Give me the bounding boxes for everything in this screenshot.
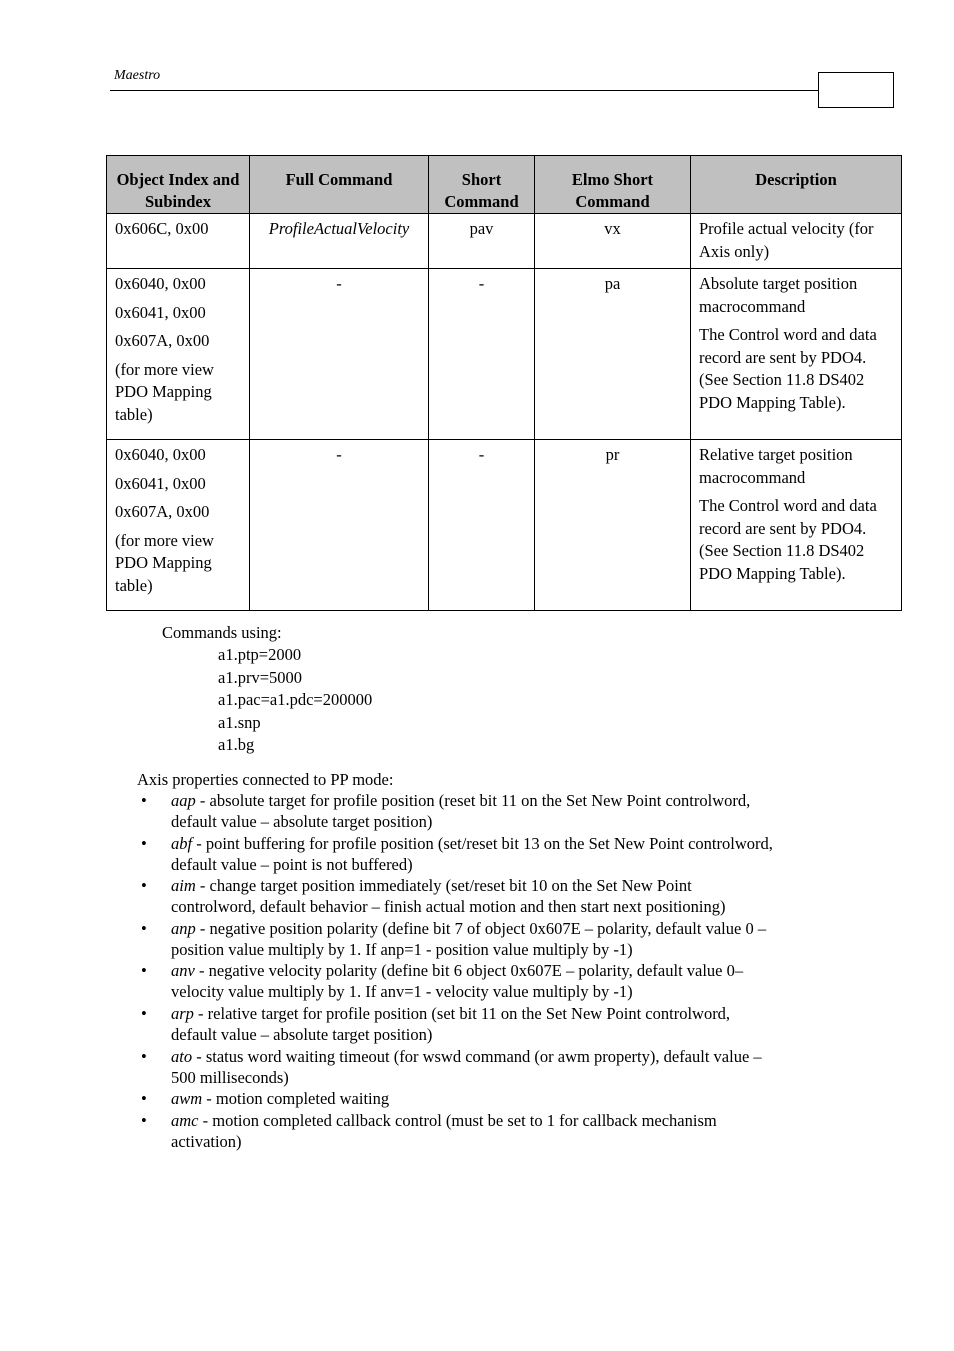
index-line: 0x6040, 0x00	[115, 274, 206, 293]
description-line: Profile actual velocity (for Axis only)	[699, 219, 874, 261]
usage-intro: Commands using:	[162, 623, 282, 642]
cell-index	[107, 440, 250, 611]
property-text: - absolute target for profile position (reset bit 11 on the Set New Point controlword, default value – absolute target position)	[171, 791, 751, 831]
table-row	[107, 440, 902, 611]
property-text: - status word waiting timeout (for wswd command (or awm property), default value – 500 milliseconds)	[171, 1046, 762, 1087]
description-line: The Control word and data record are sent by PDO4. (See Section 11.8 DS402 PDO Mapping Table).	[699, 325, 877, 412]
index-note: (for more view PDO Mapping table)	[115, 359, 214, 424]
index-line: 0x6040, 0x00	[115, 445, 206, 464]
index-line: 0x606C, 0x00	[115, 219, 209, 238]
header-title: Maestro	[114, 68, 161, 83]
code-line: a1.prv=5000	[218, 667, 302, 687]
code-line: a1.snp	[218, 712, 261, 732]
bullet-icon: •	[141, 1003, 147, 1023]
header-description: Description	[691, 156, 902, 214]
property-text: - negative velocity polarity (define bit 6 object 0x607E – polarity, default value 0– velocity value multiply by 1. If anv=1 - velocity value multiply by -1)	[171, 961, 744, 1002]
cell-short-command: -	[429, 269, 535, 440]
index-line: 0x6041, 0x00	[115, 473, 206, 493]
table-row	[107, 269, 902, 440]
cell-index	[107, 214, 250, 269]
property-name: aim	[171, 876, 196, 896]
bullet-icon: •	[141, 1046, 147, 1066]
header-object-index: Object Index and Subindex	[107, 156, 250, 214]
list-item	[137, 875, 777, 917]
header-full-command: Full Command	[250, 156, 429, 214]
cell-description	[691, 269, 902, 440]
property-text: - motion completed waiting	[202, 1089, 390, 1109]
cell-elmo-command: vx	[535, 214, 691, 269]
bullet-icon: •	[141, 1089, 147, 1109]
bullet-icon: •	[141, 961, 147, 981]
code-line: a1.pac=a1.pdc=200000	[218, 690, 373, 710]
cell-full-command: -	[250, 440, 429, 611]
list-item	[137, 1110, 777, 1152]
property-name: anp	[171, 918, 196, 938]
bullet-icon: •	[141, 833, 147, 853]
page-number-box	[818, 72, 894, 108]
cell-description	[691, 214, 902, 269]
commands-usage	[162, 622, 372, 756]
cell-short-command: -	[429, 440, 535, 611]
property-name: anv	[171, 961, 195, 981]
index-line: 0x607A, 0x00	[115, 502, 210, 521]
cell-full-command: ProfileActualVelocity	[250, 214, 429, 269]
list-item	[137, 1003, 777, 1045]
description-line: Relative target position macrocommand	[699, 445, 853, 487]
list-item	[137, 960, 777, 1002]
index-line: 0x6041, 0x00	[115, 302, 206, 322]
header-elmo-short-command: Elmo Short Command	[535, 156, 691, 214]
list-item	[137, 790, 777, 832]
property-text: - relative target for profile position (set bit 11 on the Set New Point controlword, default value – absolute target position)	[171, 1003, 731, 1044]
property-text: - change target position immediately (set/reset bit 10 on the Set New Point controlword, default behavior – finish actual motion and then start next positioning)	[171, 876, 726, 917]
cell-index	[107, 269, 250, 440]
header-short-command: Short Command	[429, 156, 535, 214]
bullet-icon: •	[141, 876, 147, 896]
index-note: (for more view PDO Mapping table)	[115, 530, 214, 595]
bullet-icon: •	[141, 918, 147, 938]
property-name: ato	[171, 1046, 193, 1066]
cell-elmo-command: pr	[535, 440, 691, 611]
list-item	[137, 918, 777, 960]
bullet-icon: •	[141, 791, 147, 810]
axis-properties	[137, 769, 777, 1152]
property-text: - point buffering for profile position (set/reset bit 13 on the Set New Point controlword, default value – point is not buffered)	[171, 833, 773, 874]
cell-elmo-command: pa	[535, 269, 691, 440]
property-text: - motion completed callback control (must be set to 1 for callback mechanism activation)	[171, 1110, 717, 1151]
bullet-icon: •	[141, 1110, 147, 1130]
description-line: The Control word and data record are sent by PDO4. (See Section 11.8 DS402 PDO Mapping Table).	[699, 496, 877, 583]
list-item	[137, 1046, 777, 1088]
list-item	[137, 1088, 777, 1109]
property-name: abf	[171, 833, 193, 853]
properties-list	[137, 790, 777, 1152]
property-name: arp	[171, 1003, 194, 1023]
description-line: Absolute target position macrocommand	[699, 274, 858, 316]
header-rule	[110, 90, 818, 91]
property-name: awm	[171, 1089, 203, 1109]
cell-description	[691, 440, 902, 611]
code-line: a1.ptp=2000	[218, 645, 302, 665]
command-table	[106, 155, 902, 611]
properties-intro: Axis properties connected to PP mode:	[137, 770, 394, 789]
property-name: aap	[171, 791, 196, 810]
property-name: amc	[171, 1110, 199, 1130]
list-item	[137, 833, 777, 875]
index-line: 0x607A, 0x00	[115, 331, 210, 350]
cell-full-command: -	[250, 269, 429, 440]
table-row	[107, 214, 902, 269]
table-header-row	[107, 156, 902, 214]
property-text: - negative position polarity (define bit 7 of object 0x607E – polarity, default value 0 – position value multiply by 1. If anp=1 - position value multiply by -1)	[171, 918, 767, 959]
code-line: a1.bg	[218, 735, 255, 755]
cell-short-command: pav	[429, 214, 535, 269]
